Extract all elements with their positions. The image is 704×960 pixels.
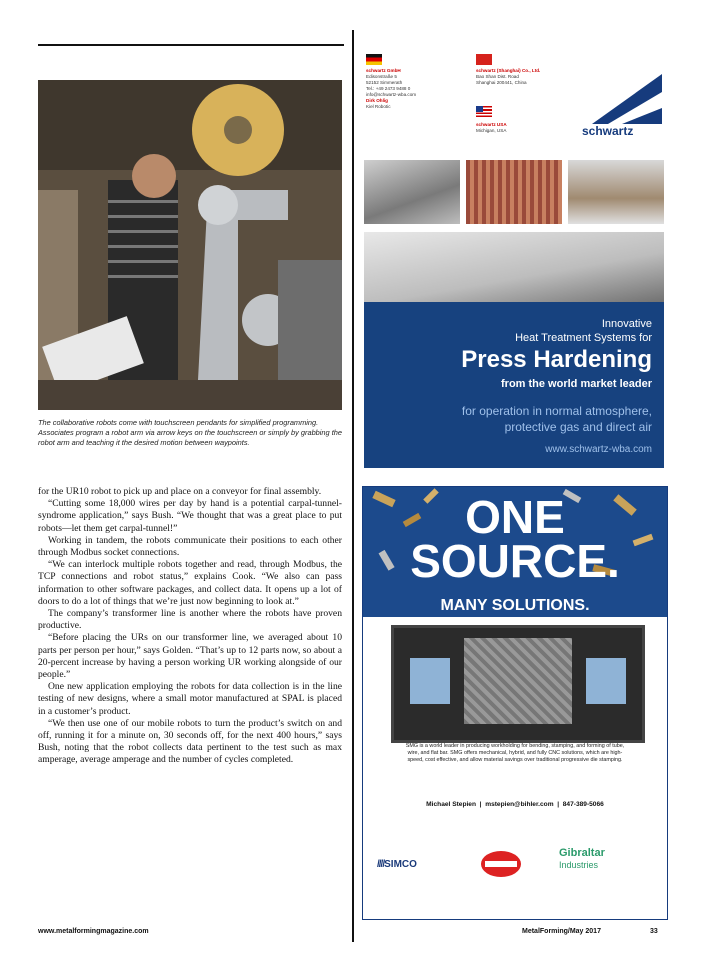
paragraph: The company’s transformer line is another where the robots have proven productive. <box>38 608 342 632</box>
product-thumbnail <box>466 160 562 224</box>
paragraph: “Before placing the URs on our transformer line, we averaged about 10 parts per person per hour,” says Golden. “That’s up to 12 parts now, so about a 20-percent increase by having a person working UR working alongside of our people.” <box>38 632 342 681</box>
photo-caption: The collaborative robots come with touchscreen pendants for simplified programming. Associates program a robot arm via arrow keys on the touchscreen or simply by grabbing the robot arm and teaching it the desired motion between waypoints. <box>38 418 342 447</box>
logo-band <box>485 861 517 867</box>
footer-website[interactable]: www.metalformingmagazine.com <box>38 928 149 935</box>
machine-window <box>410 658 450 704</box>
paragraph: for the UR10 robot to pick up and place on a conveyor for final assembly. <box>38 486 322 497</box>
schwartz-logo: schwartz <box>582 74 662 138</box>
product-thumbnail <box>364 160 460 224</box>
paragraph: “We then use one of our mobile robots to turn the product’s switch on and off, running it for a minute on, 30 seconds off, for the next 400 hours,” says Bush, noting that the robot collects data pertinent to the test such as max amperage, average amperage and the number of cycles completed. <box>38 717 342 766</box>
footer-issue: MetalForming/May 2017 <box>522 928 601 935</box>
machine-core <box>464 638 572 724</box>
simco-logo: ////SIMCO <box>377 859 417 870</box>
article-photo <box>38 80 342 410</box>
ad-contact: Michael Stepien | mstepien@bihler.com | 847-389-5066 <box>426 801 604 808</box>
paragraph: One new application employing the robots for data collection is in the line testing of new designs, where a small motor manufactured at SPAL is placed in a customer’s product. <box>38 681 342 717</box>
schwartz-logo-icon <box>582 74 662 124</box>
ad-headline-source: SOURCE. <box>410 535 620 587</box>
usa-flag-icon <box>476 106 492 117</box>
ad-description: SMG is a world leader in producing workholding for bending, stamping, and forming of tube, wire, and flat bar. SMG offers mechanical, hybrid, and fully CNC solutions, which are high-speed, cost effective, and allow material savings over traditional progressive die stamping. <box>405 743 625 763</box>
ad-line: Heat Treatment Systems for <box>515 332 652 344</box>
top-rule <box>38 44 344 46</box>
germany-flag-icon <box>366 54 382 65</box>
article-body <box>38 486 342 767</box>
ad-tagline: MANY SOLUTIONS. <box>440 597 590 614</box>
brand-oval-logo-icon <box>481 851 521 877</box>
paragraph: “We can interlock multiple robots together and read, through Modbus, the TCP connections and robot status,” explains Cook. “We also can pass information to other software packages, and collect data. It opens up a lot of doors to do a lot of things that we’re just now beginning to look at.” <box>38 559 342 607</box>
onesource-advertisement[interactable] <box>362 486 668 920</box>
ad-line: Innovative <box>601 318 652 330</box>
gibraltar-logo: Gibraltar Industries <box>559 847 605 870</box>
germany-company: schwartz GmbH <box>366 68 401 73</box>
ad-line: from the world market leader <box>501 378 652 390</box>
china-flag-icon <box>476 54 492 65</box>
ad-line: protective gas and direct air <box>504 420 652 434</box>
germany-address: schwartz GmbH Edisonstraße 5 52152 Simmerath Tel.: +49 2473 9488 0 info@schwartz-wba.com Dirk Ohlig Kiel Robotic <box>366 68 417 109</box>
paragraph: Working in tandem, the robots communicate their positions to each other through Modbus socket connections. <box>38 534 342 559</box>
usa-address: schwartz USA Michigan, USA <box>476 122 507 133</box>
paragraph: “Cutting some 18,000 wires per day by hand is a potential carpal-tunnel-syndrome application,” says Bush. “We thought that was a great place to put robots—let them get carpal-tunnel!” <box>38 498 342 534</box>
factory-photo-illustration <box>38 80 342 410</box>
ad-line: for operation in normal atmosphere, <box>461 404 652 418</box>
ad-headline: Press Hardening <box>461 346 652 373</box>
schwartz-blue-panel <box>364 302 664 468</box>
ad-url[interactable]: www.schwartz-wba.com <box>545 444 652 455</box>
contact-name: Michael Stepien <box>426 801 477 808</box>
contact-phone[interactable]: 847-389-5066 <box>562 801 604 808</box>
schwartz-advertisement[interactable] <box>362 40 666 470</box>
simco-stripes-icon: //// <box>377 859 385 870</box>
machine-window <box>586 658 626 704</box>
china-address: schwartz (Shanghai) Co., Ltd. Bao Shan Dist. Road Shanghai 200441, China <box>476 68 541 85</box>
ad-headline-one: ONE <box>465 491 565 543</box>
stamping-machine-image <box>391 625 645 743</box>
onesource-banner <box>363 487 667 617</box>
contact-email[interactable]: mstepien@bihler.com <box>485 801 554 808</box>
product-thumbnail <box>568 160 664 224</box>
column-separator <box>352 30 354 942</box>
page-number: 33 <box>650 928 658 935</box>
